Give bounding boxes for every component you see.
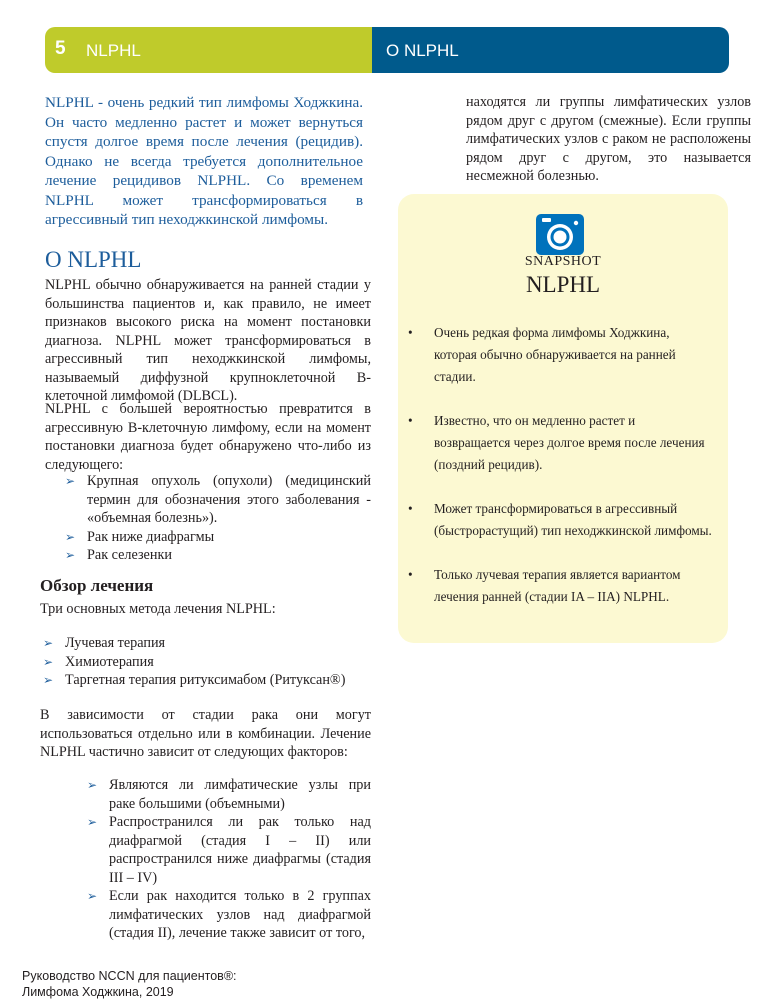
chapter-number: 5 (55, 38, 66, 59)
list-item: ➢ Таргетная терапия ритуксимабом (Ритуксан®) (43, 672, 346, 688)
list-item: ➢ Крупная опухоль (опухоли) (медицинский термин для обозначения этого заболевания - «объемная болезнь»). (65, 473, 371, 526)
arrow-bullet-icon: ➢ (87, 815, 98, 829)
arrow-bullet-icon: ➢ (43, 636, 54, 650)
list-item: • Только лучевая терапия является вариантом лечения ранней (стадии IA – IIA) NLPHL. (408, 564, 713, 608)
snapshot-label: SNAPSHOT (524, 254, 602, 269)
bullet-dot-icon: • (408, 325, 413, 340)
snapshot-bullet-list (408, 322, 713, 630)
arrow-bullet-icon: ➢ (65, 474, 76, 488)
list-item: ➢ Являются ли лимфатические узлы при раке большими (объемными) (87, 777, 371, 812)
list-item: ➢ Распространился ли рак только над диафрагмой (стадия I – II) или распространился ниже диафрагмы (стадия III – IV) (87, 814, 371, 886)
overview-heading: Обзор лечения (40, 576, 154, 595)
arrow-bullet-icon: ➢ (87, 778, 98, 792)
treatment-factors-list (87, 776, 371, 943)
header-section-bar (45, 27, 373, 73)
list-item: ➢ Химиотерапия (43, 653, 154, 670)
continued-paragraph: находятся ли группы лимфатических узлов рядом друг с другом (смежные). Если группы лимфатических узлов с раком не расположены рядом друг с другом, это называется несмежной болезнью. (466, 94, 751, 184)
arrow-bullet-icon: ➢ (65, 548, 76, 562)
list-item: • Очень редкая форма лимфомы Ходжкина, которая обычно обнаруживается на ранней стадии. (408, 322, 713, 388)
bullet-dot-icon: • (408, 413, 413, 428)
page-footer (22, 968, 237, 1000)
list-item: • Известно, что он медленно растет и возвращается через долгое время после лечения (поздний рецидив). (408, 410, 713, 476)
bullet-dot-icon: • (408, 567, 413, 582)
snapshot-title: NLPHL (525, 272, 601, 297)
about-paragraph-1: NLPHL обычно обнаруживается на ранней стадии у большинства пациентов и, как правило, не имеет признаков высокого риска на момент постановки диагноза. NLPHL может трансформироваться в агрессивный тип неходжкинской лимфомы, называемый диффузной крупноклеточной B-клеточной лимфомой (DLBCL). (45, 277, 371, 404)
list-item: ➢ Рак ниже диафрагмы (65, 528, 215, 545)
chapter-title: NLPHL (86, 41, 141, 60)
intro-paragraph: NLPHL - очень редкий тип лимфомы Ходжкина. Он часто медленно растет и может вернуться спустя долгое время после лечения (рецидив). Однако не всегда требуется дополнительное лечение рецидивов NLPHL. Со временем NLPHL может трансформироваться в агрессивный тип неходжкинской лимфомы. (45, 94, 363, 228)
footer-line-2: Лимфома Ходжкина, 2019 (22, 985, 174, 999)
arrow-bullet-icon: ➢ (43, 673, 54, 687)
header-topic-bar (372, 27, 729, 73)
treatment-methods-list (43, 634, 373, 690)
about-paragraph-2: NLPHL с большей вероятностью превратится в агрессивную B-клеточную лимфому, если на момент постановки диагноза будет обнаружено что-либо из следующего: (45, 401, 371, 473)
list-item: ➢ Если рак находится только в 2 группах лимфатических узлов над диафрагмой (стадия II), лечение также зависит от того, (87, 888, 371, 941)
list-item: ➢ Рак селезенки (65, 547, 172, 563)
bullet-dot-icon: • (408, 501, 413, 516)
risk-factor-list (65, 472, 371, 565)
about-heading: О NLPHL (45, 247, 142, 272)
overview-intro: Три основных метода лечения NLPHL: (40, 601, 276, 617)
arrow-bullet-icon: ➢ (87, 889, 98, 903)
overview-paragraph: В зависимости от стадии рака они могут использоваться отдельно или в комбинации. Лечение NLPHL частично зависит от следующих факторов: (40, 707, 371, 760)
arrow-bullet-icon: ➢ (43, 654, 54, 669)
footer-line-1: Руководство NCCN для пациентов®: (22, 969, 237, 983)
list-item: • Может трансформироваться в агрессивный (быстрорастущий) тип неходжкинской лимфомы. (408, 498, 713, 542)
topic-title: О NLPHL (386, 41, 459, 60)
camera-icon (536, 214, 584, 255)
arrow-bullet-icon: ➢ (65, 529, 76, 544)
list-item: ➢ Лучевая терапия (43, 635, 166, 651)
snapshot-box (398, 194, 728, 643)
